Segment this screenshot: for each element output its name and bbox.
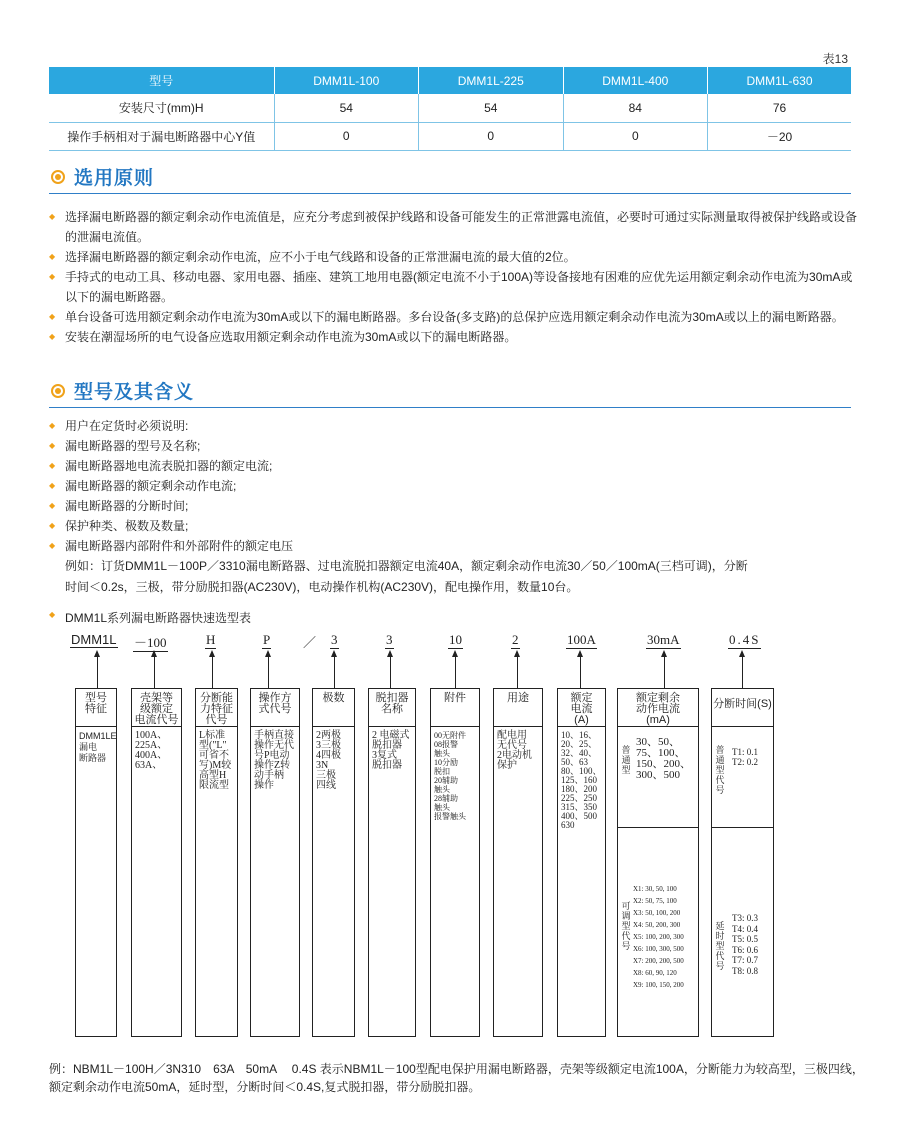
table-cell: 54 — [419, 94, 564, 122]
table-cell: 安装尺寸(mm)H — [49, 94, 274, 122]
column-operation-mode — [250, 688, 300, 1037]
divider — [618, 827, 698, 828]
list-item: ◆ 用户在定货时必须说明: — [49, 416, 859, 436]
column-break-time — [711, 688, 774, 1037]
table-cell: 54 — [274, 94, 419, 122]
list-item: ◆ 选择漏电断路器的额定剩余动作电流值是，应充分考虑到被保护线路和设备可能发生的正常泄露电流值，必要时可通过实际测量取得被保护线路或设备的泄漏电流值。 — [49, 207, 859, 247]
code-label: －100 — [133, 632, 168, 652]
arrow-up-icon — [94, 650, 100, 657]
column-body: 10、16、 20、25、 32、40、 50、63 80、100、 125、160 180、200 225、250 315、350 400、500 630 — [561, 730, 602, 830]
column-accessory — [430, 688, 480, 1037]
column-body: 手柄直接 操作无代 号P电动 操作Z转 动手柄 操作 — [254, 730, 294, 791]
list-item: ◆ 单台设备可选用额定剩余动作电流为30mA或以下的漏电断路器。多台设备(多支路)的总保护应选用额定剩余动作电流为30mA或以上的漏电断路器。 — [49, 307, 859, 327]
column-header: 操作方 式代号 — [251, 689, 299, 727]
column-header: 型号 特征 — [76, 689, 116, 727]
model-example: 例：NBM1L－100H／3N310 63A 50mA 0.4S 表示NBM1L－100型配电保护用漏电断路器，壳架等级额定电流100A，分断能力为较高型，三极四线，额定剩余动作电流50mA，延时型，分断时间＜0.4S,复式脱扣器，带分励脱扣器。 — [49, 1062, 864, 1094]
divider — [712, 827, 773, 828]
table-header-row — [49, 67, 851, 94]
table-cell: 0 — [274, 122, 419, 150]
column-header: 分断时间(S) — [712, 689, 773, 727]
adjustable-type-label: 可调型代号 — [621, 901, 631, 951]
column-header: 附件 — [431, 689, 479, 727]
delay-type-values: T3: 0.3 T4: 0.4 T5: 0.5 T6: 0.6 T7: 0.7 T8: 0.8 — [732, 913, 758, 976]
column-header: 壳架等 级额定 电流代号 — [132, 689, 181, 727]
code-label: 0.4S — [729, 632, 761, 647]
table-cell: 0 — [563, 122, 708, 150]
column-model-feature — [75, 688, 117, 1037]
code-label: 30mA — [647, 632, 680, 647]
column-residual-current — [617, 688, 699, 1037]
code-label: P — [263, 632, 271, 647]
code-label: ／ — [303, 635, 317, 650]
connector-line — [517, 652, 518, 688]
table-cell: 操作手柄相对于漏电断路器中心Y值 — [49, 122, 274, 150]
connector-line — [390, 652, 391, 688]
code-label: 3 — [386, 632, 393, 647]
list-item: ◆ 漏电断路器的型号及名称; — [49, 436, 859, 456]
table-header-cell: DMM1L-400 — [563, 67, 708, 94]
list-item: ◆ 手持式的电动工具、移动电器、家用电器、插座、建筑工地用电器(额定电流不小于100A)等设备接地有困难的应优先运用额定剩余动作电流为30mA或以下的漏电断路器。 — [49, 267, 859, 307]
code-label: H — [206, 632, 216, 647]
table-cell: －20 — [708, 122, 851, 150]
connector-line — [212, 652, 213, 688]
arrow-up-icon — [387, 650, 393, 657]
table-cell: 0 — [419, 122, 564, 150]
normal-type-values: T1: 0.1 T2: 0.2 — [732, 747, 758, 767]
table-header-cell: DMM1L-225 — [419, 67, 564, 94]
connector-line — [580, 652, 581, 688]
arrow-up-icon — [577, 650, 583, 657]
arrow-up-icon — [209, 650, 215, 657]
list-item: ◆ 漏电断路器的分断时间; — [49, 496, 859, 516]
connector-line — [268, 652, 269, 688]
column-rated-current — [557, 688, 606, 1037]
table-cell: 84 — [563, 94, 708, 122]
quick-select-title: ◆ DMM1L系列漏电断路器快速选型表 — [49, 609, 251, 626]
table-cell: 76 — [708, 94, 851, 122]
table-row — [49, 122, 851, 150]
delay-type-label: 延时型代号 — [715, 921, 725, 971]
arrow-up-icon — [661, 650, 667, 657]
arrow-up-icon — [265, 650, 271, 657]
arrow-up-icon — [452, 650, 458, 657]
adjustable-type-values: X1: 30, 50, 100 X2: 50, 75, 100 X3: 50, 100, 200 X4: 50, 200, 300 X5: 100, 200, 300 X6: 100, 300, 500 X7: 200, 200, 500 X8: 60, 90, 120 X9: 100, 150, 200 — [633, 885, 684, 989]
code-label: 100A — [567, 632, 596, 647]
section-heading-model — [49, 378, 851, 408]
arrow-up-icon — [331, 650, 337, 657]
list-item: ◆ 保护种类、极数及数量; — [49, 516, 859, 536]
column-usage — [493, 688, 543, 1037]
list-item: ◆ 漏电断路器的额定剩余动作电流; — [49, 476, 859, 496]
arrow-up-icon — [151, 650, 157, 657]
selection-principles-list — [49, 207, 859, 347]
section-title: 型号及其含义 — [74, 382, 195, 403]
arrow-up-icon — [739, 650, 745, 657]
normal-type-label: 普通型 — [621, 745, 631, 775]
spec-table — [49, 67, 851, 151]
list-item: ◆ 漏电断路器地电流表脱扣器的额定电流; — [49, 456, 859, 476]
column-body: 2 电磁式 脱扣器 3复式 脱扣器 — [372, 730, 410, 771]
table-header-cell: DMM1L-100 — [274, 67, 419, 94]
column-header: 极数 — [313, 689, 354, 727]
normal-type-values: 30、50、 75、100、 150、200、 300、500 — [636, 736, 691, 781]
table-header-cell: 型号 — [49, 67, 274, 94]
bullseye-icon — [51, 170, 65, 184]
column-header: 额定 电流 (A) — [558, 689, 605, 727]
column-header: 脱扣器 名称 — [369, 689, 415, 727]
arrow-up-icon — [514, 650, 520, 657]
table-row — [49, 94, 851, 122]
connector-line — [334, 652, 335, 688]
code-label: DMM1L — [71, 632, 117, 647]
list-item: ◆ 安装在潮湿场所的电气设备应选取用额定剩余动作电流为30mA或以下的漏电断路器。 — [49, 327, 859, 347]
table-number: 表13 — [822, 52, 848, 66]
column-header: 额定剩余 动作电流 (mA) — [618, 689, 698, 727]
column-body: 2两极 3三极 4四极 3N 三极 四线 — [316, 730, 341, 791]
table-header-cell: DMM1L-630 — [708, 67, 851, 94]
connector-line — [154, 652, 155, 688]
order-example: 例如：订货DMM1L－100P／3310漏电断路器、过电流脱扣器额定电流40A，额定剩余动作电流30／50／100mA(三档可调)，分断时间＜0.2s，三极，带分励脱扣器(AC230V)，电动操作机构(AC230V)，配电操作用，数量10台。 — [65, 559, 748, 594]
column-body: DMM1LE 漏电 断路器 — [79, 731, 117, 763]
column-body: 00无附件 08报警 触头 10分励 脱扣 20辅助 触头 28辅助 触头 报警触头 — [434, 731, 466, 821]
normal-type-label: 普通型代号 — [715, 745, 725, 795]
list-item: ◆ 漏电断路器内部附件和外部附件的额定电压 — [49, 536, 859, 556]
column-breaking-capacity — [195, 688, 238, 1037]
column-body: 100A、 225A、 400A、 63A、 — [135, 730, 168, 771]
list-item: ◆ 选择漏电断路器的额定剩余动作电流，应不小于电气线路和设备的正常泄漏电流的最大值的2位。 — [49, 247, 859, 267]
column-body: 配电用 无代号 2电动机 保护 — [497, 730, 532, 771]
section-heading-selection — [49, 164, 851, 194]
column-header: 分断能 力特征 代号 — [196, 689, 237, 727]
connector-line — [97, 652, 98, 688]
section-title: 选用原则 — [74, 168, 155, 189]
code-label: 3 — [331, 632, 338, 647]
code-label: 2 — [512, 632, 519, 647]
connector-line — [664, 652, 665, 688]
column-frame-current — [131, 688, 182, 1037]
column-header: 用途 — [494, 689, 542, 727]
column-body: L标准 型("L" 可省不 写)M较 高型H 限流型 — [199, 730, 232, 791]
bullseye-icon — [51, 384, 65, 398]
connector-line — [455, 652, 456, 688]
ordering-notes-list — [49, 416, 859, 598]
column-release-type — [368, 688, 416, 1037]
code-label: 10 — [449, 632, 462, 647]
column-poles — [312, 688, 355, 1037]
connector-line — [742, 652, 743, 688]
